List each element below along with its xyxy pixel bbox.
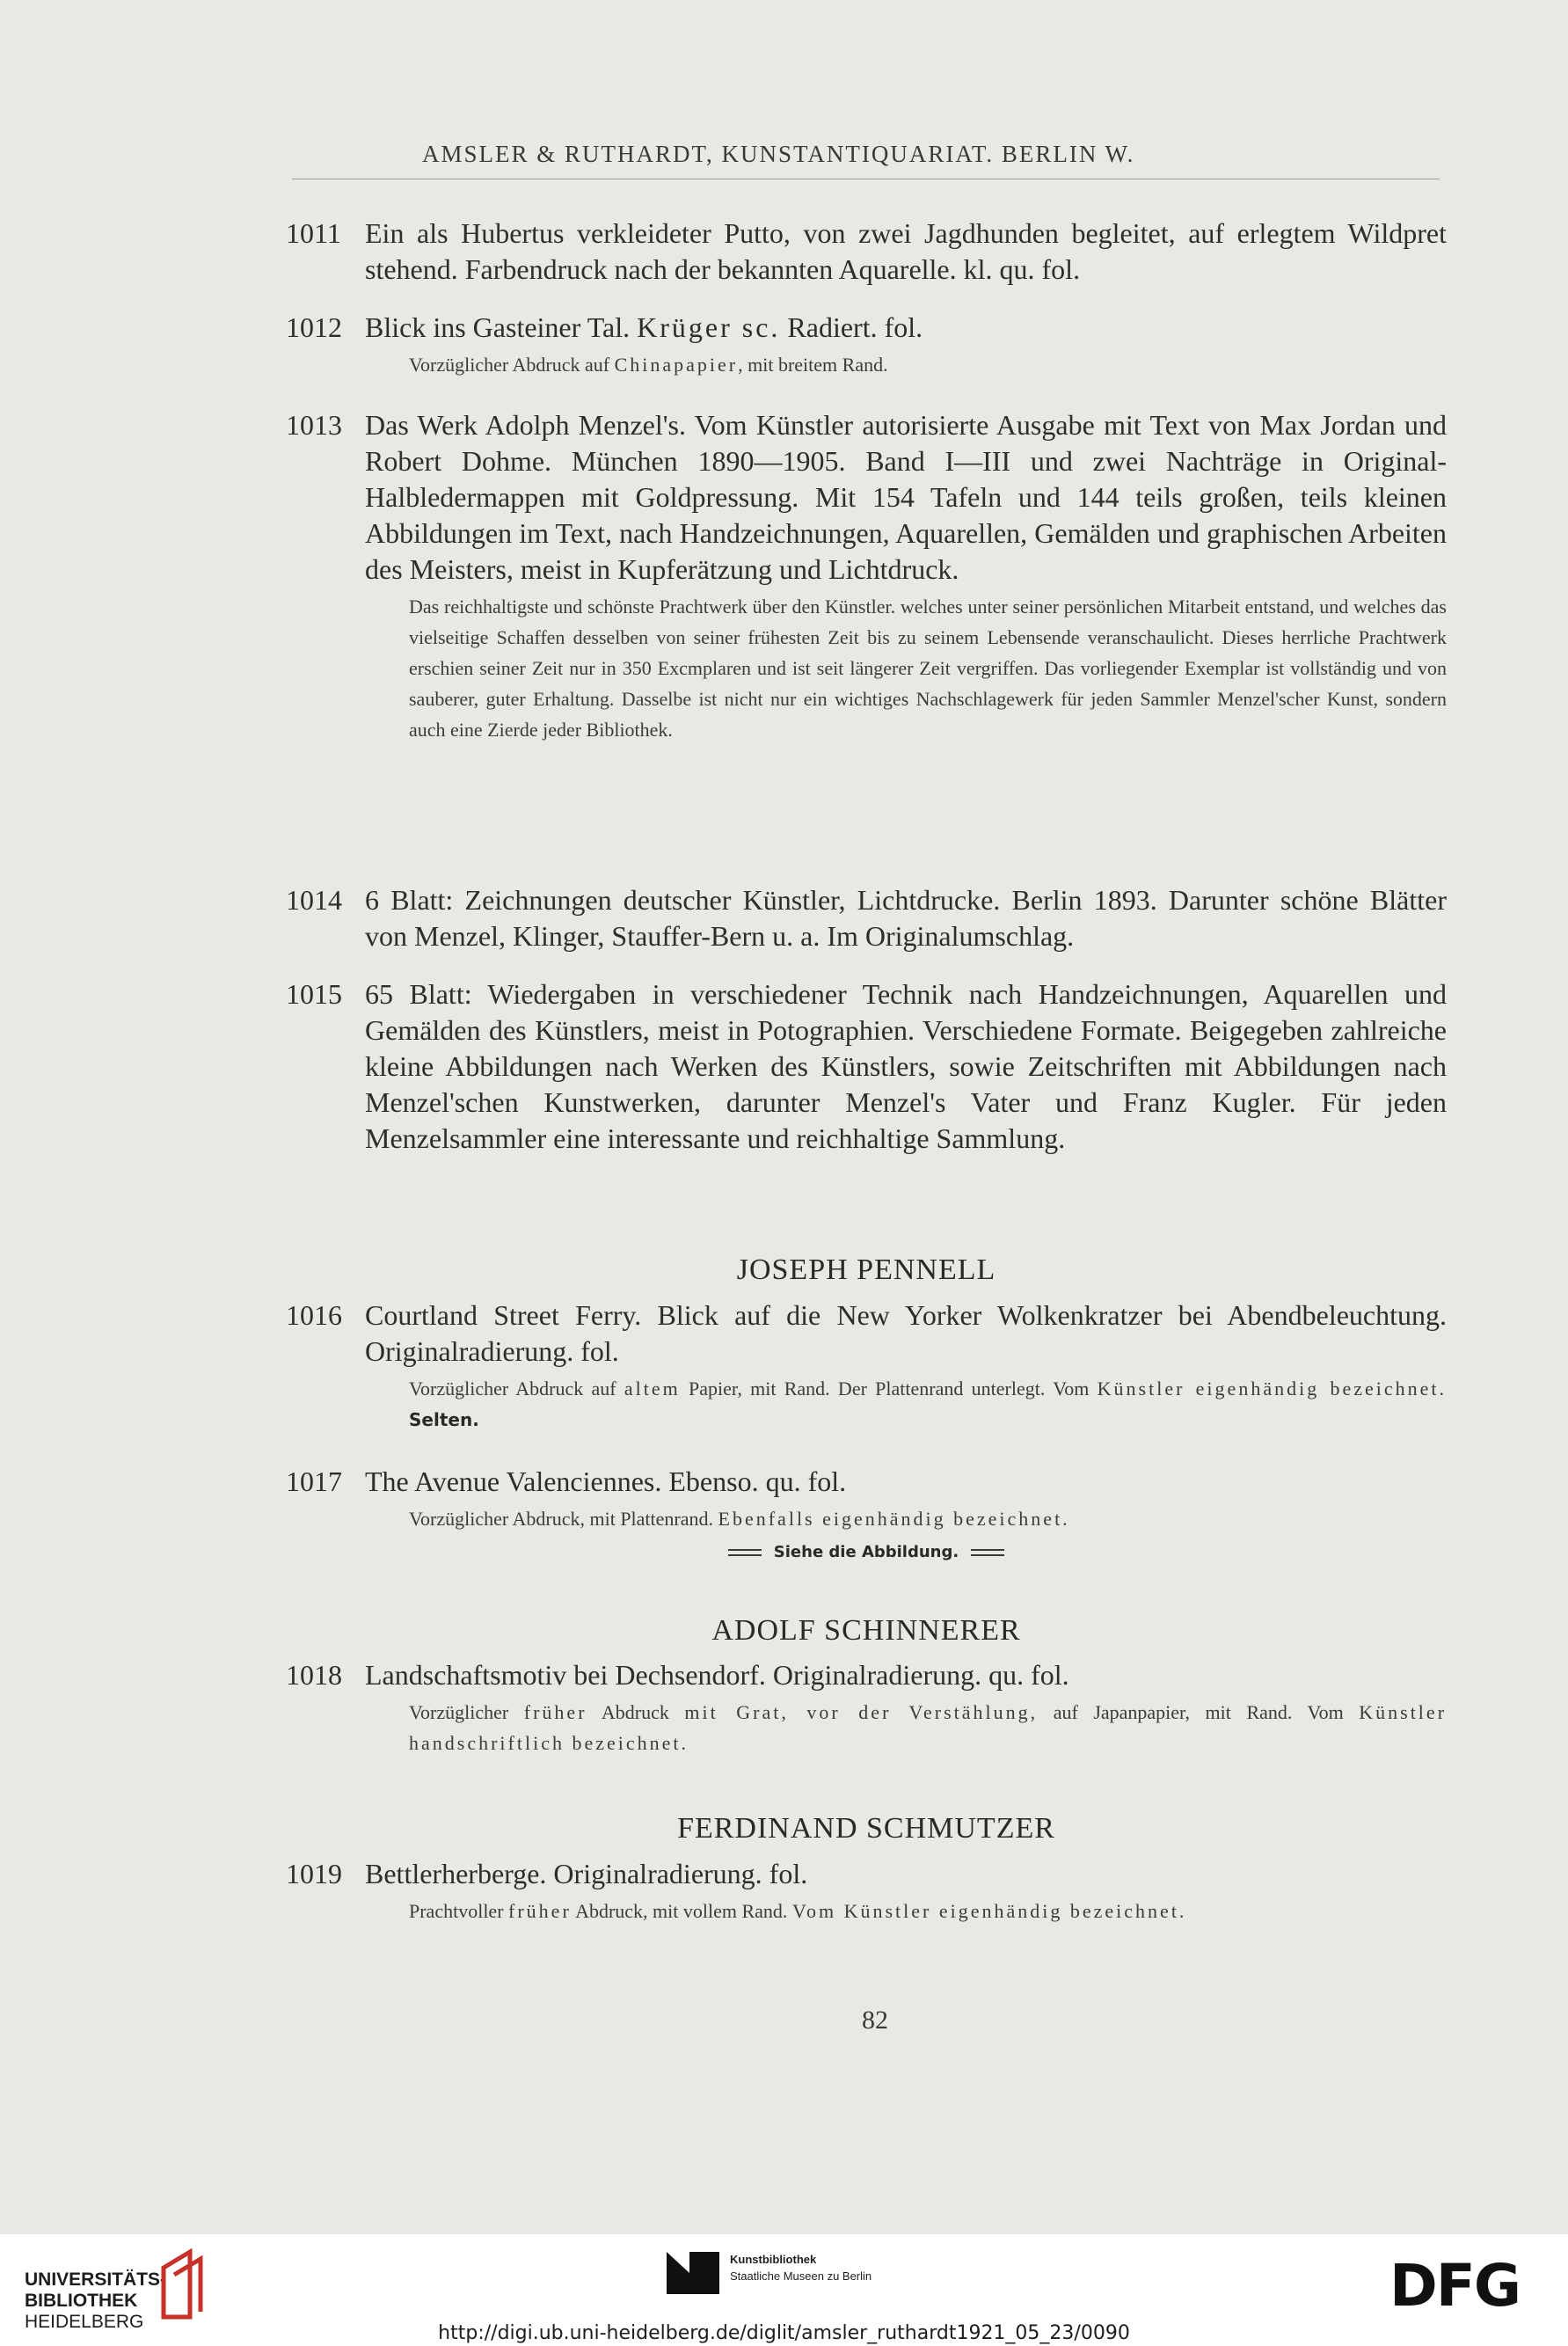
- artist-heading-pennell: JOSEPH PENNELL: [736, 1253, 996, 1286]
- catalog-entry-1017: [286, 1464, 1447, 1534]
- kunstbibliothek-wordmark: [730, 2252, 872, 2285]
- see-illustration-label: Siehe die Abbildung.: [773, 1543, 959, 1561]
- lot-number: 1017: [286, 1465, 342, 1497]
- entry-text-part: Radiert. fol.: [780, 311, 923, 343]
- catalog-entry-1011: [286, 216, 1447, 288]
- double-rule-right: [971, 1549, 1004, 1556]
- kunstbibliothek-logo-icon: [667, 2252, 719, 2294]
- entry-text: [365, 310, 1447, 346]
- engraver-name: Krüger sc.: [637, 311, 781, 343]
- catalog-entry-1015: [286, 976, 1447, 1157]
- kb-line-2: Staatliche Museen zu Berlin: [730, 2269, 872, 2283]
- entry-text: 6 Blatt: Zeichnungen deutscher Künstler, Lichtdrucke. Berlin 1893. Darunter schöne Blätter von Menzel, Klinger, Stauffer-Bern u. a. Im Originalumschlag.: [365, 884, 1447, 952]
- note-emphasis: früher: [508, 1900, 572, 1922]
- entry-text: 65 Blatt: Wiedergaben in verschiedener Technik nach Handzeichnungen, Aquarellen und Gemälden des Künstlers, meist in Potographien. Verschiedene Formate. Beigegeben zahlreiche kleine Abbildungen nach Werken des Künstlers, sowie Zeitschriften mit Abbildungen nach Menzel'schen Kunstwerken, darunter Menzel's Vater und Franz Kugler. Für jeden Menzelsammler eine interessante und reichhaltige Sammlung.: [365, 978, 1447, 1154]
- catalog-entry-1018: [286, 1657, 1447, 1758]
- entry-text: Courtland Street Ferry. Blick auf die New Yorker Wolkenkratzer bei Abendbeleuchtung. Originalradierung. fol.: [365, 1299, 1447, 1367]
- ub-line-2: BIBLIOTHEK: [25, 2291, 138, 2311]
- entry-note: [409, 1373, 1447, 1436]
- artist-heading-schinnerer: ADOLF SCHINNERER: [711, 1614, 1021, 1647]
- note-part: Vorzüglicher Abdruck auf: [409, 354, 615, 376]
- note-emphasis: Chinapapier: [614, 354, 739, 376]
- see-illustration: [286, 1543, 1447, 1561]
- note-emphasis: Künstler eigenhändig bezeichnet.: [1097, 1378, 1448, 1400]
- entry-text-part: Blick ins Gasteiner Tal.: [365, 311, 638, 343]
- entry-text: Landschaftsmotiv bei Dechsendorf. Originalradierung. qu. fol.: [365, 1659, 1069, 1691]
- lot-number: 1018: [286, 1659, 342, 1691]
- note-part: Abdruck, mit vollem Rand.: [571, 1900, 792, 1922]
- note-part: Vorzüglicher Abdruck auf: [409, 1378, 624, 1400]
- lot-number: 1014: [286, 884, 342, 916]
- lot-number: 1011: [286, 217, 341, 249]
- note-part: Vorzüglicher: [409, 1701, 524, 1723]
- artist-heading-schmutzer: FERDINAND SCHMUTZER: [677, 1812, 1055, 1845]
- double-rule-left: [728, 1549, 762, 1556]
- entry-text: The Avenue Valenciennes. Ebenso. qu. fol.: [365, 1465, 847, 1497]
- lot-number: 1019: [286, 1858, 342, 1889]
- catalog-entry-1012: [286, 310, 1447, 380]
- lot-number: 1016: [286, 1299, 342, 1331]
- entry-text: Bettlerherberge. Originalradierung. fol.: [365, 1858, 808, 1889]
- catalog-entry-1014: [286, 882, 1447, 954]
- kb-line-1: Kunstbibliothek: [730, 2253, 817, 2266]
- note-part: Vorzüglicher Abdruck, mit Plattenrand.: [409, 1508, 718, 1530]
- entry-note: [409, 1896, 1447, 1926]
- ub-line-1: UNIVERSITÄTS-: [25, 2269, 167, 2290]
- catalog-entry-1019: [286, 1856, 1447, 1926]
- digitization-footer: [0, 2234, 1568, 2346]
- note-part: , mit breitem Rand.: [738, 354, 888, 376]
- entry-note: [409, 1503, 1447, 1534]
- running-header: AMSLER & RUTHARDT, KUNSTANTIQUARIAT. BERLIN W.: [422, 141, 1135, 167]
- catalog-entry-1016: [286, 1297, 1447, 1436]
- note-emphasis: Vom Künstler eigenhändig bezeichnet.: [791, 1900, 1187, 1922]
- note-emphasis: mit Grat, vor der Verstählung,: [684, 1701, 1039, 1723]
- note-part: Papier, mit Rand. Der Plattenrand unterlegt. Vom: [680, 1378, 1098, 1400]
- ub-line-3: HEIDELBERG: [25, 2312, 144, 2332]
- note-emphasis: altem: [624, 1378, 681, 1400]
- rarity-label: Selten.: [409, 1409, 479, 1430]
- dfg-logo: DFG: [1389, 2252, 1521, 2320]
- catalog-entry-1013: [286, 407, 1447, 745]
- lot-number: 1012: [286, 311, 342, 343]
- note-emphasis: Ebenfalls eigenhändig bezeichnet.: [718, 1508, 1070, 1530]
- entry-note: Das reichhaltigste und schönste Prachtwerk über den Künstler. welches unter seiner persönlichen Mitarbeit entstand, und welches das vielseitige Schaffen desselben von seiner frühesten Zeit bis zu seinem Lebensende veranschaulicht. Dieses herrliche Prachtwerk erschien seiner Zeit nur in 350 Excmplaren und ist seit längerer Zeit vergriffen. Das vorliegender Exemplar ist vollständig und von sauberer, guter Erhaltung. Dasselbe ist nicht nur ein wichtiges Nachschlagewerk für jeden Sammler Menzel'scher Kunst, sondern auch eine Zierde jeder Bibliothek.: [409, 596, 1447, 741]
- lot-number: 1013: [286, 409, 342, 441]
- entry-text: Das Werk Adolph Menzel's. Vom Künstler autorisierte Ausgabe mit Text von Max Jordan und Robert Dohme. München 1890—1905. Band I—III und zwei Nachträge in Original-Halbledermappen mit Goldpressung. Mit 154 Tafeln und 144 teils großen, teils kleinen Abbildungen im Text, nach Handzeichnungen, Aquarellen, Gemälden und graphischen Arbeiten des Meisters, meist in Kupferätzung und Lichtdruck.: [365, 409, 1447, 585]
- note-emphasis: früher: [523, 1701, 587, 1723]
- entry-note: [409, 349, 1447, 380]
- note-part: Prachtvoller: [409, 1900, 509, 1922]
- page-number: 82: [862, 2006, 888, 2035]
- lot-number: 1015: [286, 978, 342, 1010]
- ub-heidelberg-logo-icon: [155, 2241, 216, 2320]
- entry-note: [409, 1697, 1447, 1758]
- note-emphasis: Künstler handschriftlich bezeichnet.: [409, 1701, 1448, 1754]
- note-part: auf Japanpapier, mit Rand. Vom: [1038, 1701, 1360, 1723]
- entry-text: Ein als Hubertus verkleideter Putto, von zwei Jagdhunden begleitet, auf erlegtem Wildpret stehend. Farbendruck nach der bekannten Aquarelle. kl. qu. fol.: [365, 217, 1447, 285]
- note-part: Abdruck: [587, 1701, 685, 1723]
- source-url[interactable]: http://digi.ub.uni-heidelberg.de/diglit/amsler_ruthardt1921_05_23/0090: [438, 2322, 1130, 2344]
